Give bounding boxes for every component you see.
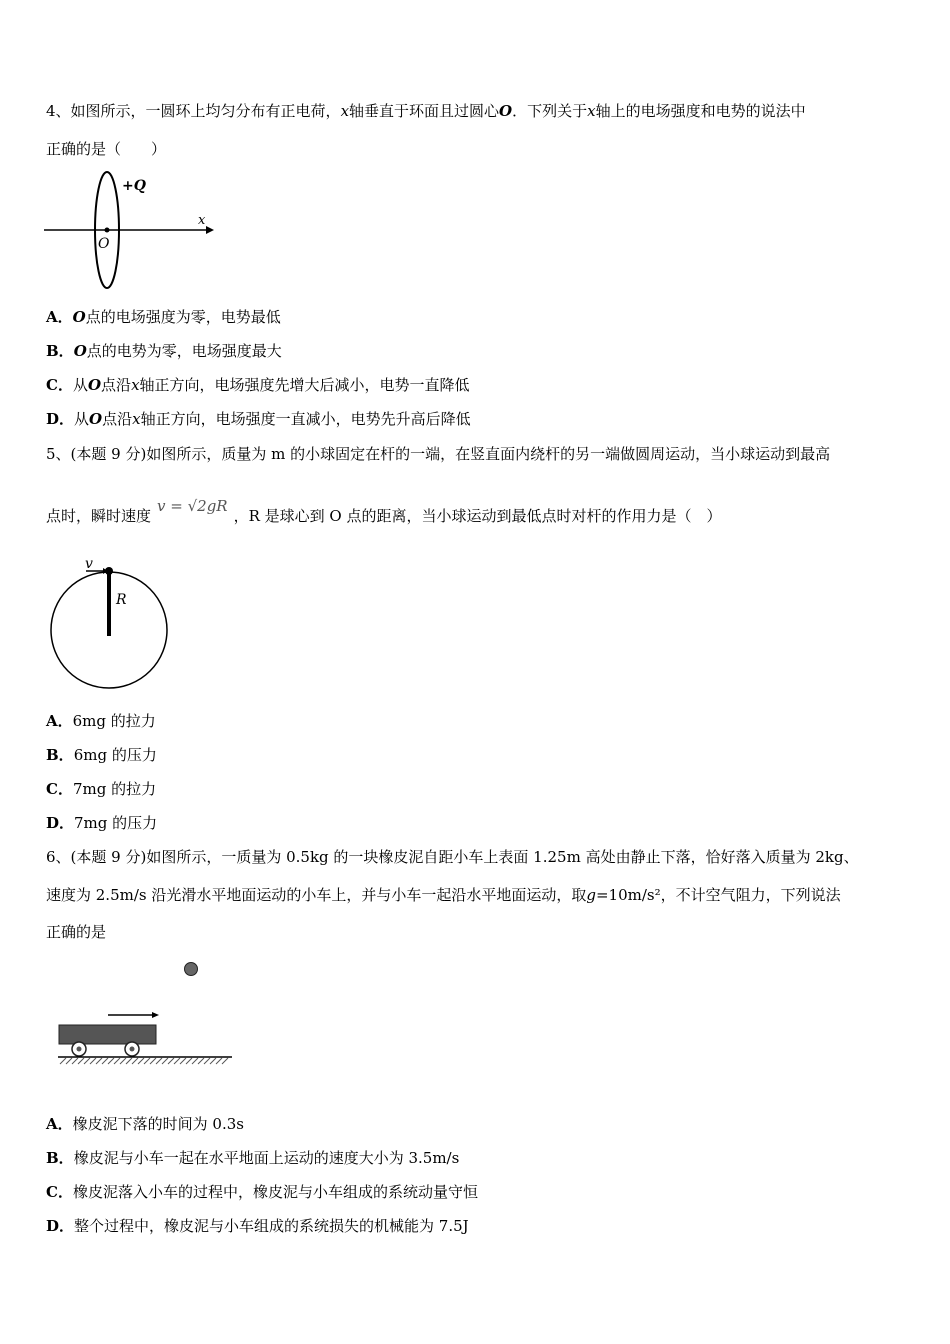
q5-stem-line1 <box>46 444 830 464</box>
v-label: v <box>85 556 93 572</box>
option-label: B． <box>46 1149 74 1167</box>
q5-circle-figure <box>48 556 173 692</box>
option-text: 整个过程中，橡皮泥与小车组成的系统损失的机械能为 7.5J <box>74 1217 469 1235</box>
option-text: 从 <box>72 376 88 394</box>
q6-option-a[interactable] <box>46 1114 244 1134</box>
velocity-formula: v = √2gR <box>157 497 228 515</box>
cart-hub-left <box>77 1047 82 1052</box>
q5-option-c[interactable] <box>46 779 156 799</box>
q5-stem-line2 <box>46 497 722 526</box>
option-label: C． <box>46 376 73 394</box>
option-text: 从 <box>74 410 90 428</box>
option-text: 点的电势为零，电场强度最大 <box>86 342 282 360</box>
option-text: 6mg 的拉力 <box>72 712 156 730</box>
option-label: A． <box>46 712 73 730</box>
q4-o-var: O <box>499 102 513 120</box>
q4-option-c[interactable] <box>46 375 470 395</box>
q4-stem-part: 轴垂直于环面且过圆心 <box>349 102 500 120</box>
q4-option-b[interactable] <box>46 341 282 361</box>
center-label: O <box>98 236 110 252</box>
r-label: R <box>116 592 127 608</box>
x-var: x <box>131 376 140 394</box>
option-text: 轴正方向，电场强度先增大后减小，电势一直降低 <box>139 376 470 394</box>
charge-label: +Q <box>122 178 146 194</box>
option-label: D． <box>46 410 75 428</box>
q5-number: 5、 <box>46 445 71 463</box>
option-label: C． <box>46 780 73 798</box>
g-var: g <box>586 886 596 904</box>
o-var: O <box>87 376 102 394</box>
option-label: C． <box>46 1183 73 1201</box>
option-text: 橡皮泥落入小车的过程中，橡皮泥与小车组成的系统动量守恒 <box>72 1183 478 1201</box>
option-label: B． <box>46 342 74 360</box>
q6-stem-line2 <box>46 885 841 905</box>
q4-number: 4、 <box>46 102 71 120</box>
q4-ring-figure <box>44 168 214 290</box>
q6-number: 6、 <box>46 848 71 866</box>
ground-hatch <box>60 1058 228 1064</box>
q6-stem-line3: 正确的是 <box>46 923 107 941</box>
x-var: x <box>132 410 141 428</box>
o-var: O <box>89 410 103 428</box>
q6-stem-part: =10m/s²，不计空气阻力，下列说法 <box>595 886 841 904</box>
q5-option-a[interactable] <box>46 711 156 731</box>
option-label: A． <box>46 308 73 326</box>
q4-x-var: x <box>587 102 596 120</box>
q6-stem-part: (本题 9 分)如图所示，一质量为 0.5kg 的一块橡皮泥自距小车上表面 1.25m 高处由静止下落，恰好落入质量为 2kg、 <box>70 848 859 866</box>
option-text: 点的电场强度为零，电势最低 <box>85 308 281 326</box>
option-text: 7mg 的压力 <box>74 814 158 832</box>
q5-stem-part: (本题 9 分)如图所示，质量为 m 的小球固定在杆的一端，在竖直面内绕杆的另一端做圆周运动，当小球运动到最高 <box>70 445 831 463</box>
o-var: O <box>73 342 87 360</box>
axis-label: x <box>198 213 206 228</box>
option-text: 点沿 <box>102 410 133 428</box>
o-var: O <box>72 308 86 326</box>
cart-body <box>59 1025 156 1044</box>
q6-stem-line1 <box>46 847 859 867</box>
q4-stem-line1 <box>46 101 806 121</box>
option-text: 橡皮泥下落的时间为 0.3s <box>72 1115 244 1133</box>
q4-stem-part: ．下列关于 <box>512 102 588 120</box>
clay-ball <box>185 963 198 976</box>
q6-option-b[interactable] <box>46 1148 459 1168</box>
q4-option-a[interactable] <box>46 307 281 327</box>
x-axis-arrow <box>206 226 214 234</box>
q5-stem-part: ，R 是球心到 O 点的距离，当小球运动到最低点时对杆的作用力是（ ） <box>233 507 722 525</box>
option-label: D． <box>46 814 75 832</box>
q5-option-b[interactable] <box>46 745 157 765</box>
q6-option-d[interactable] <box>46 1216 469 1236</box>
q4-stem-part: 如图所示，一圆环上均匀分布有正电荷， <box>70 102 341 120</box>
q6-stem-part: 速度为 2.5m/s 沿光滑水平地面运动的小车上，并与小车一起沿水平地面运动，取 <box>46 886 587 904</box>
option-label: A． <box>46 1115 73 1133</box>
q5-option-d[interactable] <box>46 813 157 833</box>
option-text: 7mg 的拉力 <box>72 780 157 798</box>
q4-stem-line2: 正确的是（ ） <box>46 140 167 158</box>
option-label: D． <box>46 1217 75 1235</box>
option-text: 6mg 的压力 <box>73 746 157 764</box>
option-text: 点沿 <box>101 376 132 394</box>
q6-option-c[interactable] <box>46 1182 478 1202</box>
center-point <box>105 228 110 233</box>
option-text: 轴正方向，电场强度一直减小，电势先升高后降低 <box>140 410 471 428</box>
cart-velocity-head <box>152 1012 159 1018</box>
option-text: 橡皮泥与小车一起在水平地面上运动的速度大小为 3.5m/s <box>73 1149 460 1167</box>
q5-stem-part: 点时，瞬时速度 <box>46 507 152 525</box>
q6-cart-figure <box>56 958 236 1070</box>
option-label: B． <box>46 746 74 764</box>
q4-option-d[interactable] <box>46 409 471 429</box>
cart-hub-right <box>130 1047 135 1052</box>
q4-x-var: x <box>340 102 350 120</box>
q4-stem-part: 轴上的电场强度和电势的说法中 <box>595 102 806 120</box>
